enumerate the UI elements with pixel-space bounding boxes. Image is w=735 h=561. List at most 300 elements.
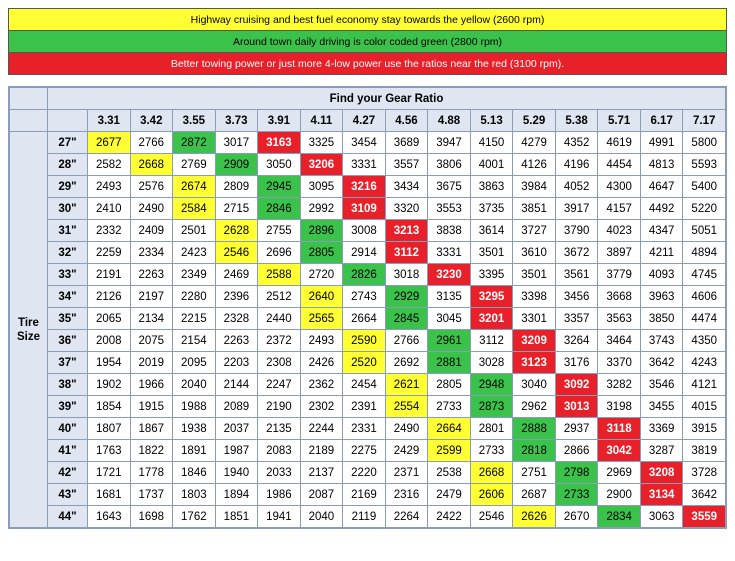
- rpm-cell: 2259: [88, 242, 131, 264]
- rpm-cell: 2576: [130, 176, 173, 198]
- rpm-cell: 2316: [385, 484, 428, 506]
- rpm-cell: 2866: [555, 440, 598, 462]
- rpm-cell: 2095: [173, 352, 216, 374]
- rpm-cell: 2733: [470, 440, 513, 462]
- rpm-cell: 3163: [258, 132, 301, 154]
- rpm-cell: 3028: [470, 352, 513, 374]
- rpm-cell: 2809: [215, 176, 258, 198]
- rpm-cell: 3790: [555, 220, 598, 242]
- rpm-cell: 1721: [88, 462, 131, 484]
- rpm-cell: 3325: [300, 132, 343, 154]
- rpm-cell: 1966: [130, 374, 173, 396]
- rpm-cell: 2733: [555, 484, 598, 506]
- rpm-cell: 1681: [88, 484, 131, 506]
- rpm-cell: 4126: [513, 154, 556, 176]
- rpm-cell: 3295: [470, 286, 513, 308]
- rpm-cell: 2801: [470, 418, 513, 440]
- rpm-cell: 3553: [428, 198, 471, 220]
- rpm-cell: 2937: [555, 418, 598, 440]
- rpm-cell: 3206: [300, 154, 343, 176]
- table-corner-side: [10, 110, 48, 132]
- rpm-cell: 1803: [173, 484, 216, 506]
- gear-ratio-table: [9, 87, 726, 528]
- rpm-cell: 3735: [470, 198, 513, 220]
- rpm-cell: 2584: [173, 198, 216, 220]
- rpm-cell: 1988: [173, 396, 216, 418]
- rpm-cell: 1698: [130, 506, 173, 528]
- rpm-cell: 2423: [173, 242, 216, 264]
- rpm-cell: 3779: [598, 264, 641, 286]
- rpm-cell: 1891: [173, 440, 216, 462]
- rpm-cell: 2137: [300, 462, 343, 484]
- rpm-cell: 2626: [513, 506, 556, 528]
- rpm-cell: 3369: [640, 418, 683, 440]
- rpm-cell: 3095: [300, 176, 343, 198]
- rpm-cell: 3135: [428, 286, 471, 308]
- rpm-cell: 2075: [130, 330, 173, 352]
- rpm-cell: 2590: [343, 330, 386, 352]
- gear-ratio-table-container: [8, 86, 727, 529]
- rpm-cell: 3213: [385, 220, 428, 242]
- rpm-cell: 3642: [640, 352, 683, 374]
- rpm-cell: 2668: [470, 462, 513, 484]
- rpm-cell: 1867: [130, 418, 173, 440]
- rpm-cell: 2512: [258, 286, 301, 308]
- rpm-cell: 2454: [343, 374, 386, 396]
- rpm-cell: 3675: [428, 176, 471, 198]
- rpm-cell: 4300: [598, 176, 641, 198]
- legend-green-row: [9, 31, 726, 53]
- rpm-cell: 3563: [598, 308, 641, 330]
- rpm-cell: 2546: [215, 242, 258, 264]
- ratio-header: 3.55: [173, 110, 216, 132]
- rpm-cell: 2582: [88, 154, 131, 176]
- legend-box: [8, 8, 727, 75]
- rpm-cell: 3728: [683, 462, 726, 484]
- rpm-cell: 1854: [88, 396, 131, 418]
- rpm-cell: 2040: [300, 506, 343, 528]
- rpm-cell: 3063: [640, 506, 683, 528]
- rpm-cell: 4211: [640, 242, 683, 264]
- ratio-header: 3.42: [130, 110, 173, 132]
- rpm-cell: 2929: [385, 286, 428, 308]
- rpm-cell: 4150: [470, 132, 513, 154]
- tire-size-cell: 30": [48, 198, 88, 220]
- rpm-cell: 2992: [300, 198, 343, 220]
- tire-size-cell: 31": [48, 220, 88, 242]
- rpm-cell: 3838: [428, 220, 471, 242]
- rpm-cell: 2126: [88, 286, 131, 308]
- rpm-cell: 3672: [555, 242, 598, 264]
- rpm-cell: 4352: [555, 132, 598, 154]
- rpm-cell: 3984: [513, 176, 556, 198]
- rpm-cell: 2264: [385, 506, 428, 528]
- tire-size-cell: 36": [48, 330, 88, 352]
- rpm-cell: 1986: [258, 484, 301, 506]
- rpm-cell: 4093: [640, 264, 683, 286]
- tire-size-label-line2: Size: [16, 330, 40, 343]
- legend-table: [9, 9, 726, 74]
- rpm-cell: 2308: [258, 352, 301, 374]
- rpm-cell: 1762: [173, 506, 216, 528]
- rpm-cell: 2881: [428, 352, 471, 374]
- rpm-cell: 1643: [88, 506, 131, 528]
- rpm-cell: 2751: [513, 462, 556, 484]
- table-row: [10, 440, 726, 462]
- rpm-cell: 3915: [683, 418, 726, 440]
- rpm-cell: 3370: [598, 352, 641, 374]
- rpm-cell: 3287: [640, 440, 683, 462]
- rpm-cell: 2888: [513, 418, 556, 440]
- table-row: [10, 154, 726, 176]
- rpm-cell: 1778: [130, 462, 173, 484]
- rpm-cell: 2588: [258, 264, 301, 286]
- ratio-header: 3.91: [258, 110, 301, 132]
- rpm-cell: 3201: [470, 308, 513, 330]
- rpm-cell: 1940: [215, 462, 258, 484]
- rpm-cell: 3947: [428, 132, 471, 154]
- rpm-cell: 2263: [130, 264, 173, 286]
- table-row: [10, 330, 726, 352]
- rpm-cell: 2696: [258, 242, 301, 264]
- rpm-cell: 3282: [598, 374, 641, 396]
- rpm-cell: 3963: [640, 286, 683, 308]
- rpm-cell: 2914: [343, 242, 386, 264]
- rpm-cell: 2334: [130, 242, 173, 264]
- rpm-cell: 2065: [88, 308, 131, 330]
- rpm-cell: 5593: [683, 154, 726, 176]
- rpm-cell: 3642: [683, 484, 726, 506]
- table-row: [10, 176, 726, 198]
- rpm-cell: 2538: [428, 462, 471, 484]
- rpm-cell: 2826: [343, 264, 386, 286]
- legend-yellow-row: [9, 9, 726, 31]
- rpm-cell: 3743: [640, 330, 683, 352]
- rpm-cell: 2349: [173, 264, 216, 286]
- rpm-cell: 2144: [215, 374, 258, 396]
- rpm-cell: 2961: [428, 330, 471, 352]
- rpm-cell: 4813: [640, 154, 683, 176]
- tire-size-cell: 29": [48, 176, 88, 198]
- rpm-cell: 2089: [215, 396, 258, 418]
- rpm-cell: 2215: [173, 308, 216, 330]
- rpm-cell: 2362: [300, 374, 343, 396]
- ratio-header: 3.31: [88, 110, 131, 132]
- rpm-cell: 2798: [555, 462, 598, 484]
- rpm-cell: 2948: [470, 374, 513, 396]
- rpm-cell: 3176: [555, 352, 598, 374]
- rpm-cell: 3561: [555, 264, 598, 286]
- rpm-cell: 2190: [258, 396, 301, 418]
- table-row: [10, 220, 726, 242]
- rpm-cell: 4243: [683, 352, 726, 374]
- rpm-cell: 4196: [555, 154, 598, 176]
- rpm-cell: 5220: [683, 198, 726, 220]
- rpm-cell: 3546: [640, 374, 683, 396]
- tire-size-cell: 39": [48, 396, 88, 418]
- rpm-cell: 2755: [258, 220, 301, 242]
- ratio-header: 5.13: [470, 110, 513, 132]
- rpm-cell: 2873: [470, 396, 513, 418]
- rpm-cell: 3559: [683, 506, 726, 528]
- rpm-cell: 2280: [173, 286, 216, 308]
- rpm-cell: 1846: [173, 462, 216, 484]
- rpm-cell: 3050: [258, 154, 301, 176]
- rpm-cell: 2220: [343, 462, 386, 484]
- rpm-cell: 4279: [513, 132, 556, 154]
- rpm-cell: 4052: [555, 176, 598, 198]
- rpm-cell: 3454: [343, 132, 386, 154]
- ratio-header: 5.71: [598, 110, 641, 132]
- tire-size-cell: 37": [48, 352, 88, 374]
- rpm-cell: 3689: [385, 132, 428, 154]
- rpm-cell: 3850: [640, 308, 683, 330]
- legend-red-row: [9, 53, 726, 75]
- rpm-cell: 1822: [130, 440, 173, 462]
- rpm-cell: 2687: [513, 484, 556, 506]
- rpm-cell: 2493: [300, 330, 343, 352]
- rpm-cell: 1902: [88, 374, 131, 396]
- rpm-cell: 2302: [300, 396, 343, 418]
- rpm-cell: 1807: [88, 418, 131, 440]
- tire-size-cell: 33": [48, 264, 88, 286]
- rpm-cell: 2805: [428, 374, 471, 396]
- rpm-cell: 2962: [513, 396, 556, 418]
- rpm-cell: 2818: [513, 440, 556, 462]
- rpm-cell: 3112: [470, 330, 513, 352]
- rpm-cell: 3045: [428, 308, 471, 330]
- legend-green-text: Around town daily driving is color coded green (2800 rpm): [9, 31, 726, 53]
- table-corner-tire: [48, 110, 88, 132]
- rpm-cell: 1915: [130, 396, 173, 418]
- rpm-cell: 1987: [215, 440, 258, 462]
- rpm-cell: 5051: [683, 220, 726, 242]
- rpm-cell: 3320: [385, 198, 428, 220]
- rpm-cell: 2469: [215, 264, 258, 286]
- tire-size-cell: 28": [48, 154, 88, 176]
- rpm-cell: 4606: [683, 286, 726, 308]
- tire-size-cell: 43": [48, 484, 88, 506]
- ratio-header: 3.73: [215, 110, 258, 132]
- rpm-cell: 3198: [598, 396, 641, 418]
- rpm-cell: 3456: [555, 286, 598, 308]
- table-row: [10, 242, 726, 264]
- rpm-cell: 5400: [683, 176, 726, 198]
- rpm-cell: 2135: [258, 418, 301, 440]
- ratio-header: 7.17: [683, 110, 726, 132]
- rpm-cell: 2845: [385, 308, 428, 330]
- rpm-cell: 2391: [343, 396, 386, 418]
- rpm-cell: 5800: [683, 132, 726, 154]
- rpm-cell: 3013: [555, 396, 598, 418]
- rpm-cell: 4894: [683, 242, 726, 264]
- rpm-cell: 3897: [598, 242, 641, 264]
- rpm-cell: 1737: [130, 484, 173, 506]
- tire-size-cell: 42": [48, 462, 88, 484]
- rpm-cell: 1941: [258, 506, 301, 528]
- rpm-cell: 3464: [598, 330, 641, 352]
- rpm-cell: 4023: [598, 220, 641, 242]
- rpm-cell: 2203: [215, 352, 258, 374]
- rpm-cell: 4350: [683, 330, 726, 352]
- rpm-cell: 2197: [130, 286, 173, 308]
- rpm-cell: 2263: [215, 330, 258, 352]
- rpm-cell: 3819: [683, 440, 726, 462]
- rpm-cell: 3501: [513, 264, 556, 286]
- rpm-cell: 3230: [428, 264, 471, 286]
- rpm-cell: 3331: [343, 154, 386, 176]
- rpm-cell: 2409: [130, 220, 173, 242]
- rpm-cell: 2040: [173, 374, 216, 396]
- ratio-header: 4.88: [428, 110, 471, 132]
- rpm-cell: 2640: [300, 286, 343, 308]
- rpm-cell: 2628: [215, 220, 258, 242]
- rpm-cell: 2565: [300, 308, 343, 330]
- rpm-cell: 2490: [385, 418, 428, 440]
- rpm-cell: 3018: [385, 264, 428, 286]
- rpm-cell: 2599: [428, 440, 471, 462]
- rpm-cell: 4745: [683, 264, 726, 286]
- rpm-cell: 2766: [385, 330, 428, 352]
- rpm-cell: 2332: [88, 220, 131, 242]
- rpm-cell: 2331: [343, 418, 386, 440]
- rpm-cell: 2275: [343, 440, 386, 462]
- rpm-cell: 3134: [640, 484, 683, 506]
- ratio-header: 4.56: [385, 110, 428, 132]
- rpm-cell: 2743: [343, 286, 386, 308]
- rpm-cell: 3806: [428, 154, 471, 176]
- rpm-cell: 3727: [513, 220, 556, 242]
- rpm-cell: 2664: [428, 418, 471, 440]
- tire-size-cell: 44": [48, 506, 88, 528]
- rpm-cell: 3042: [598, 440, 641, 462]
- rpm-cell: 2396: [215, 286, 258, 308]
- rpm-cell: 2493: [88, 176, 131, 198]
- rpm-cell: 3264: [555, 330, 598, 352]
- rpm-cell: 3557: [385, 154, 428, 176]
- ratio-header: 5.38: [555, 110, 598, 132]
- rpm-cell: 2189: [300, 440, 343, 462]
- rpm-cell: 2037: [215, 418, 258, 440]
- rpm-cell: 2019: [130, 352, 173, 374]
- rpm-cell: 4492: [640, 198, 683, 220]
- rpm-cell: 3118: [598, 418, 641, 440]
- table-corner: [10, 88, 48, 110]
- rpm-cell: 2490: [130, 198, 173, 220]
- tire-size-cell: 32": [48, 242, 88, 264]
- rpm-cell: 3357: [555, 308, 598, 330]
- table-row: [10, 198, 726, 220]
- rpm-cell: 2119: [343, 506, 386, 528]
- rpm-cell: 2372: [258, 330, 301, 352]
- rpm-cell: 3331: [428, 242, 471, 264]
- rpm-cell: 2501: [173, 220, 216, 242]
- rpm-cell: 2440: [258, 308, 301, 330]
- rpm-cell: 2834: [598, 506, 641, 528]
- rpm-cell: 2244: [300, 418, 343, 440]
- rpm-cell: 3112: [385, 242, 428, 264]
- tire-size-cell: 34": [48, 286, 88, 308]
- rpm-cell: 2969: [598, 462, 641, 484]
- rpm-cell: 2668: [130, 154, 173, 176]
- rpm-cell: 2733: [428, 396, 471, 418]
- table-row: [10, 132, 726, 154]
- rpm-cell: 3863: [470, 176, 513, 198]
- tire-size-label: [10, 132, 48, 528]
- table-row: [10, 484, 726, 506]
- table-row: [10, 286, 726, 308]
- table-row: [10, 352, 726, 374]
- rpm-cell: 3395: [470, 264, 513, 286]
- rpm-cell: 2328: [215, 308, 258, 330]
- rpm-cell: 2426: [300, 352, 343, 374]
- rpm-cell: 4157: [598, 198, 641, 220]
- rpm-cell: 2805: [300, 242, 343, 264]
- rpm-cell: 3434: [385, 176, 428, 198]
- rpm-cell: 3008: [343, 220, 386, 242]
- rpm-cell: 2670: [555, 506, 598, 528]
- rpm-cell: 3123: [513, 352, 556, 374]
- rpm-cell: 4647: [640, 176, 683, 198]
- rpm-cell: 4121: [683, 374, 726, 396]
- ratio-header: 4.11: [300, 110, 343, 132]
- ratio-header: 6.17: [640, 110, 683, 132]
- rpm-cell: 3501: [470, 242, 513, 264]
- rpm-cell: 2896: [300, 220, 343, 242]
- table-row: [10, 308, 726, 330]
- rpm-cell: 3216: [343, 176, 386, 198]
- rpm-cell: 3610: [513, 242, 556, 264]
- ratio-header: 4.27: [343, 110, 386, 132]
- rpm-cell: 2715: [215, 198, 258, 220]
- rpm-cell: 2692: [385, 352, 428, 374]
- ratio-header: 5.29: [513, 110, 556, 132]
- rpm-cell: 1938: [173, 418, 216, 440]
- rpm-cell: 2033: [258, 462, 301, 484]
- rpm-cell: 2247: [258, 374, 301, 396]
- rpm-cell: 2429: [385, 440, 428, 462]
- tire-size-cell: 41": [48, 440, 88, 462]
- table-title: Find your Gear Ratio: [48, 88, 726, 110]
- rpm-cell: 2422: [428, 506, 471, 528]
- rpm-cell: 2479: [428, 484, 471, 506]
- rpm-cell: 4474: [683, 308, 726, 330]
- table-row: [10, 396, 726, 418]
- rpm-cell: 1954: [88, 352, 131, 374]
- rpm-cell: 3017: [215, 132, 258, 154]
- rpm-cell: 2766: [130, 132, 173, 154]
- rpm-cell: 1851: [215, 506, 258, 528]
- rpm-cell: 2909: [215, 154, 258, 176]
- rpm-cell: 2410: [88, 198, 131, 220]
- table-row: [10, 506, 726, 528]
- rpm-cell: 3208: [640, 462, 683, 484]
- rpm-cell: 4001: [470, 154, 513, 176]
- tire-size-label-line1: Tire: [18, 316, 39, 329]
- rpm-cell: 4619: [598, 132, 641, 154]
- rpm-cell: 2677: [88, 132, 131, 154]
- rpm-cell: 4347: [640, 220, 683, 242]
- rpm-cell: 2872: [173, 132, 216, 154]
- rpm-cell: 4015: [683, 396, 726, 418]
- table-row: [10, 264, 726, 286]
- rpm-cell: 3668: [598, 286, 641, 308]
- table-row: [10, 418, 726, 440]
- rpm-cell: 2169: [343, 484, 386, 506]
- legend-red-text: Better towing power or just more 4-low power use the ratios near the red (3100 rpm).: [9, 53, 726, 75]
- rpm-cell: 2621: [385, 374, 428, 396]
- rpm-cell: 2087: [300, 484, 343, 506]
